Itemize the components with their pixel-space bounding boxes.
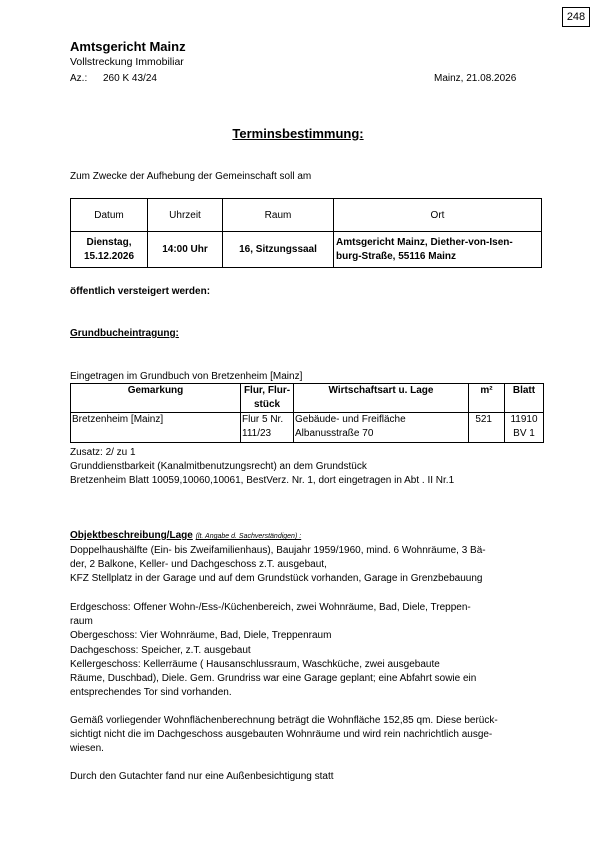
cell-flur-line2: 111/23	[242, 428, 272, 439]
appointment-table	[70, 198, 542, 268]
text-line: entsprechendes Tor sind vorhanden.	[70, 687, 232, 699]
file-number-label: Az.:	[70, 73, 88, 84]
cell-blatt	[505, 413, 544, 443]
appointment-date	[71, 232, 148, 268]
header-blatt: Blatt	[505, 384, 544, 413]
appointment-date-weekday: Dienstag,	[86, 236, 132, 248]
appointment-place-line2: burg-Straße, 55116 Mainz	[336, 250, 457, 262]
header-wirtschaftsart: Wirtschaftsart u. Lage	[294, 384, 469, 413]
department: Vollstreckung Immobiliar	[70, 56, 184, 68]
object-description-heading: Objektbeschreibung/Lage	[70, 530, 193, 541]
land-register-heading: Grundbucheintragung:	[70, 328, 179, 339]
additional-line: Grunddienstbarkeit (Kanalmitbenutzungsrecht) an dem Grundstück	[70, 461, 367, 473]
table-row	[71, 232, 542, 268]
appointment-place	[334, 232, 542, 268]
inspection-note: Durch den Gutachter fand nur eine Außenbesichtigung statt	[70, 771, 334, 782]
text-line: Dachgeschoss: Speicher, z.T. ausgebaut	[70, 644, 251, 656]
property-table	[70, 383, 544, 443]
cell-flur	[241, 413, 294, 443]
object-description-heading-wrap	[70, 530, 301, 541]
living-area-paragraph	[70, 714, 536, 757]
additional-line: Zusatz: 2/ zu 1	[70, 447, 136, 458]
table-row	[71, 413, 544, 443]
header-flur-line1: Flur, Flur-	[243, 385, 291, 396]
cell-wirtschaftsart-line1: Gebäude- und Freifläche	[295, 414, 406, 425]
text-line: Kellergeschoss: Kellerräume ( Hausanschlussraum, Waschküche, zwei ausgebaute	[70, 658, 440, 670]
cell-gemarkung: Bretzenheim [Mainz]	[71, 413, 241, 443]
text-line: Räume, Duschbad), Diele. Gem. Grundriss war eine Garage geplant; eine Abfahrt sowie ein	[70, 673, 477, 685]
intro-text: Zum Zwecke der Aufhebung der Gemeinschaft soll am	[70, 171, 312, 182]
object-description-paragraph	[70, 544, 536, 587]
text-line: KFZ Stellplatz in der Garage und auf dem Grundstück vorhanden, Garage in Grenzbebauung	[70, 573, 483, 585]
text-line: Doppelhaushälfte (Ein- bis Zweifamilienhaus), Baujahr 1959/1960, mind. 6 Wohnräume, 3 Bä-	[70, 545, 486, 556]
appointment-room: 16, Sitzungssaal	[223, 232, 334, 268]
appointment-place-line1: Amtsgericht Mainz, Diether-von-Isen-	[336, 236, 513, 248]
object-description-note: (lt. Angabe d. Sachverständigen) :	[195, 533, 302, 540]
auction-note: öffentlich versteigert werden:	[70, 286, 211, 297]
header-date: Datum	[71, 199, 148, 232]
header-flur	[241, 384, 294, 413]
header-room: Raum	[223, 199, 334, 232]
page-number: 248	[562, 7, 590, 27]
document-title: Terminsbestimmung:	[232, 126, 364, 141]
text-line: Erdgeschoss: Offener Wohn-/Ess-/Küchenbereich, zwei Wohnräume, Bad, Diele, Treppen-	[70, 602, 471, 613]
text-line: der, 2 Balkone, Keller- und Dachgeschoss z.T. ausgebaut,	[70, 559, 327, 571]
additional-line: Bretzenheim Blatt 10059,10060,10061, BestVerz. Nr. 1, dort eingetragen in Abt . II Nr.1	[70, 475, 455, 487]
cell-blatt-line1: 11910	[510, 414, 538, 425]
text-line: raum	[70, 616, 93, 628]
text-line: Obergeschoss: Vier Wohnräume, Bad, Diele, Treppenraum	[70, 630, 332, 642]
cell-flur-line1: Flur 5 Nr.	[242, 414, 284, 425]
header-area: m²	[469, 384, 505, 413]
header-gemarkung: Gemarkung	[71, 384, 241, 413]
header-place: Ort	[334, 199, 542, 232]
floor-description	[70, 601, 536, 700]
court-name: Amtsgericht Mainz	[70, 39, 186, 54]
table-header-row	[71, 384, 544, 413]
header-flur-line2: stück	[253, 399, 281, 410]
appointment-time: 14:00 Uhr	[148, 232, 223, 268]
file-number: 260 K 43/24	[103, 73, 157, 84]
appointment-date-day: 15.12.2026	[83, 250, 135, 262]
place-date: Mainz, 21.08.2026	[434, 73, 517, 84]
cell-area: 521	[469, 413, 505, 443]
cell-blatt-line2: BV 1	[513, 428, 535, 439]
text-line: wiesen.	[70, 743, 104, 755]
cell-wirtschaftsart-line2: Albanusstraße 70	[295, 428, 374, 439]
text-line: Gemäß vorliegender Wohnflächenberechnung beträgt die Wohnfläche 152,85 qm. Diese berück-	[70, 715, 498, 726]
additional-info	[70, 446, 536, 489]
land-register-intro: Eingetragen im Grundbuch von Bretzenheim [Mainz]	[70, 371, 303, 382]
text-line: sichtigt nicht die im Dachgeschoss ausgebauten Wohnräume und wird rein nachrichtlich ausge-	[70, 729, 493, 741]
header-time: Uhrzeit	[148, 199, 223, 232]
cell-wirtschaftsart	[294, 413, 469, 443]
table-header-row	[71, 199, 542, 232]
